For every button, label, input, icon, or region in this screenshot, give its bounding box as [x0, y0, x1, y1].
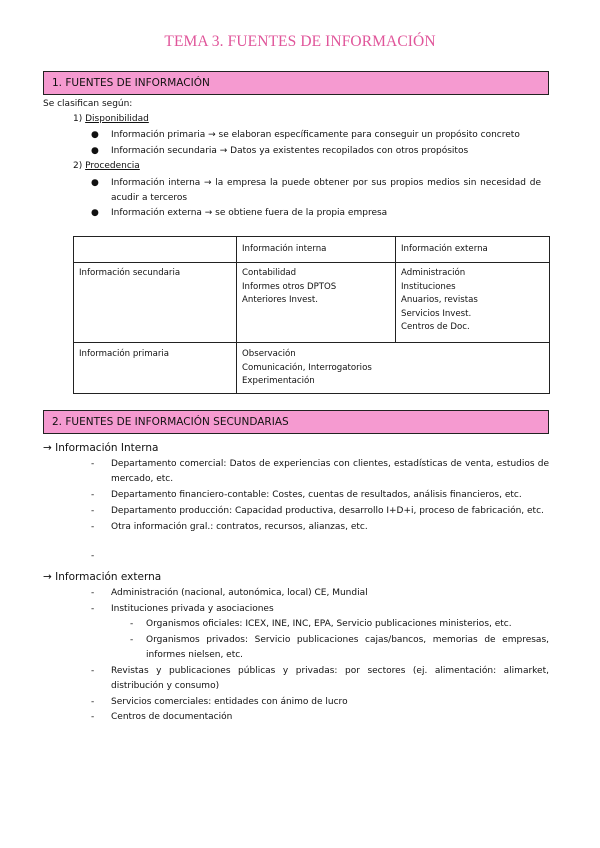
sub-list-item: Organismos privados: Servicio publicaciones cajas/bancos, memorias de empresas, informes nielsen, etc.	[146, 635, 549, 660]
dash-icon: -	[91, 459, 95, 469]
dash-icon: -	[91, 506, 95, 516]
criterion-label: Procedencia	[85, 161, 140, 171]
bullet-icon: ●	[91, 130, 99, 140]
subsection-title-externa: → Información externa	[43, 571, 162, 583]
dash-icon: -	[91, 604, 95, 614]
page-title: TEMA 3. FUENTES DE INFORMACIÓN	[164, 33, 436, 50]
list-item: Departamento financiero-contable: Costes, cuentas de resultados, análisis financieros, etc.	[111, 490, 522, 500]
list-item: Instituciones privada y asociaciones	[111, 604, 274, 614]
classification-table	[73, 236, 550, 394]
table-header-cell	[74, 237, 237, 263]
list-item: Otra información gral.: contratos, recursos, alianzas, etc.	[111, 522, 368, 532]
list-item: Información externa → se obtiene fuera de la propia empresa	[111, 208, 388, 218]
criterion-disponibilidad	[73, 113, 149, 125]
list-item: Administración (nacional, autonómica, local) CE, Mundial	[111, 588, 368, 598]
bullet-icon: ●	[91, 146, 99, 156]
dash-icon: -	[130, 619, 134, 629]
list-item: Revistas y publicaciones públicas y privadas: por sectores (ej. alimentación: alimarket, distribución y consumo)	[111, 666, 549, 691]
cell-line: Contabilidad	[242, 268, 297, 278]
cell-line: Centros de Doc.	[401, 322, 470, 332]
table-header-cell: Información externa	[396, 237, 550, 263]
table-cell	[237, 263, 396, 343]
criterion-label: Disponibilidad	[85, 114, 149, 124]
cell-line: Comunicación, Interrogatorios	[242, 362, 372, 373]
table-row	[74, 343, 550, 394]
cell-line: Experimentación	[242, 376, 315, 386]
cell-line: Informes otros DPTOS	[242, 281, 337, 292]
dash-icon: -	[91, 712, 95, 722]
section-heading-1: 1. FUENTES DE INFORMACIÓN	[43, 71, 549, 95]
cell-line: Observación	[242, 349, 296, 359]
dash-icon: -	[91, 588, 95, 598]
criterion-number: 2)	[73, 161, 83, 171]
criterion-number: 1)	[73, 114, 83, 124]
table-row	[74, 263, 550, 343]
dash-icon: -	[91, 697, 95, 707]
list-item: Información interna → la empresa la puede obtener por sus propios medios sin necesidad de acudir a terceros	[111, 178, 541, 203]
sub-list-item: Organismos oficiales: ICEX, INE, INC, EPA, Servicio publicaciones ministerios, etc.	[146, 619, 512, 629]
dash-icon: -	[91, 551, 95, 561]
cell-line: Instituciones	[401, 281, 456, 292]
cell-line: Administración	[401, 268, 466, 278]
criterion-procedencia	[73, 160, 140, 172]
list-item: Departamento producción: Capacidad productiva, desarrollo I+D+i, proceso de fabricación, etc.	[111, 506, 544, 516]
table-row-label: Información primaria	[74, 343, 237, 394]
table-row-label: Información secundaria	[74, 263, 237, 343]
intro-text: Se clasifican según:	[43, 99, 133, 109]
dash-icon: -	[91, 522, 95, 532]
dash-icon: -	[91, 666, 95, 676]
section-heading-2: 2. FUENTES DE INFORMACIÓN SECUNDARIAS	[43, 410, 549, 434]
cell-line: Anteriores Invest.	[242, 295, 318, 305]
dash-icon: -	[130, 635, 134, 645]
bullet-icon: ●	[91, 178, 99, 188]
list-item: Servicios comerciales: entidades con ánimo de lucro	[111, 697, 348, 707]
subsection-title-interna: → Información Interna	[43, 442, 159, 454]
list-item: Centros de documentación	[111, 712, 233, 722]
bullet-icon: ●	[91, 208, 99, 218]
list-item: Información secundaria → Datos ya existentes recopilados con otros propósitos	[111, 146, 469, 156]
table-header-cell: Información interna	[237, 237, 396, 263]
table-cell	[237, 343, 550, 394]
list-item: Información primaria → se elaboran específicamente para conseguir un propósito concreto	[111, 130, 520, 140]
cell-line: Servicios Invest.	[401, 308, 472, 319]
list-item: Departamento comercial: Datos de experiencias con clientes, estadísticas de venta, estudios de mercado, etc.	[111, 459, 549, 484]
dash-icon: -	[91, 490, 95, 500]
table-cell	[396, 263, 550, 343]
cell-line: Anuarios, revistas	[401, 295, 478, 305]
table-header-row	[74, 237, 550, 263]
